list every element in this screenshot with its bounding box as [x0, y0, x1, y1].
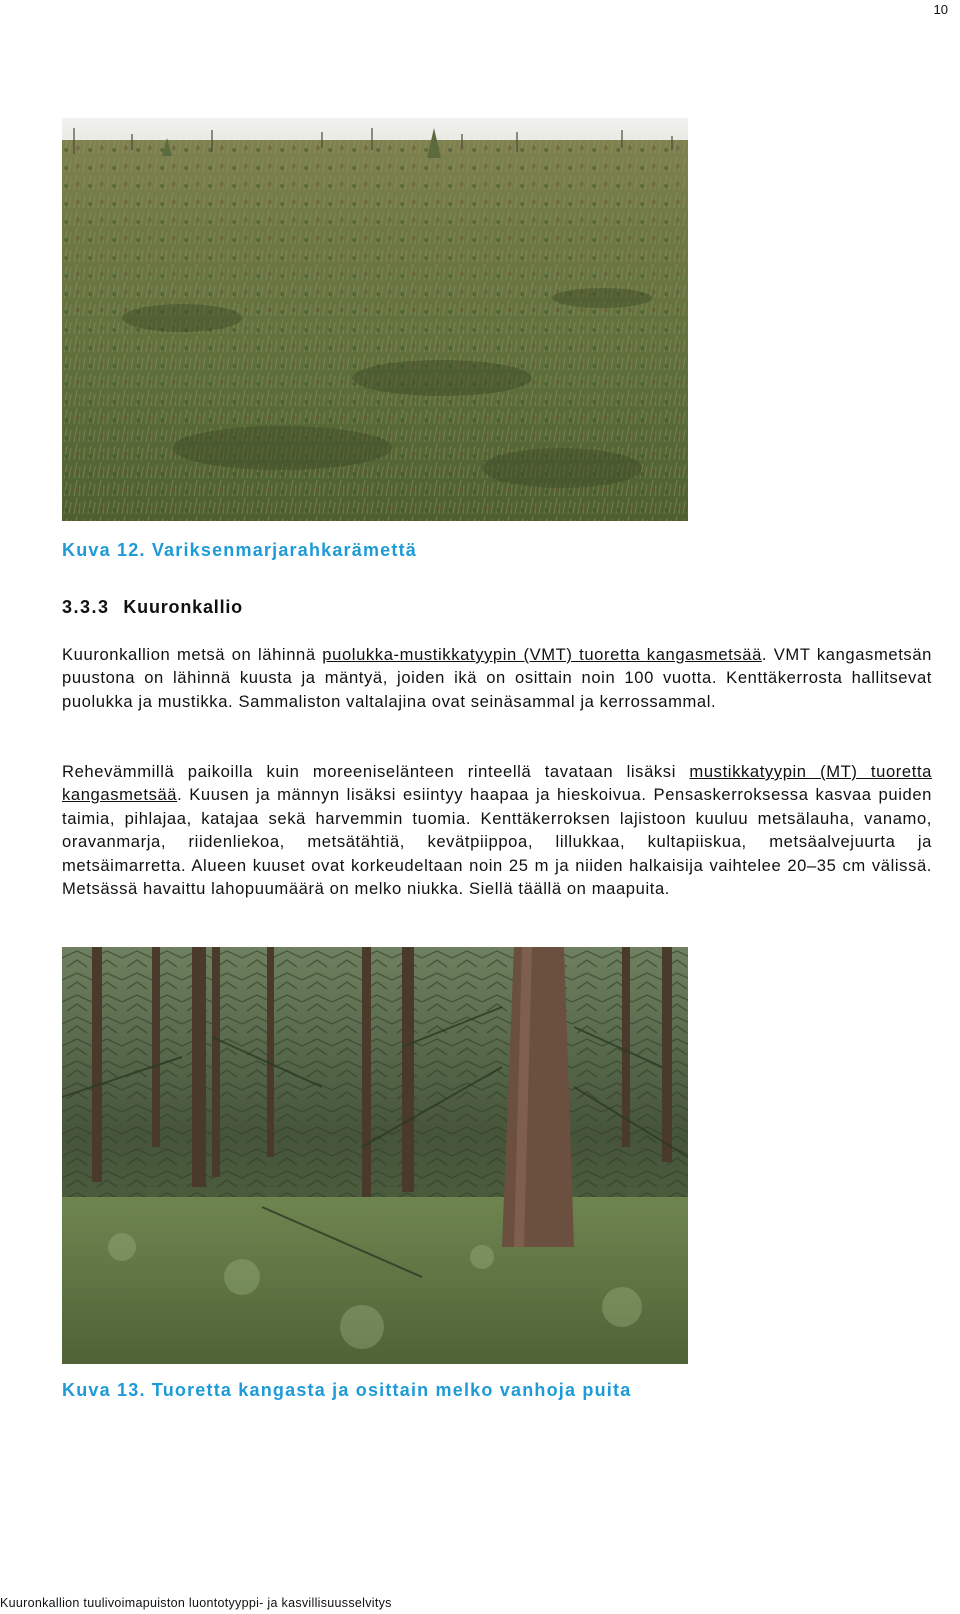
- figure-caption: Kuva 12. Variksenmarjarahkarämettä: [62, 540, 417, 560]
- section-heading: [62, 597, 243, 618]
- habitat-link[interactable]: mustikkatyypin (MT) tuoretta kangasmetsää: [62, 762, 932, 805]
- habitat-link[interactable]: puolukka-mustikkatyypin (VMT) tuoretta kangasmetsää: [322, 645, 762, 664]
- section-title: Kuuronkallio: [123, 597, 243, 617]
- bog-photo: [62, 118, 688, 521]
- section-number: 3.3.3: [62, 597, 110, 617]
- page-number: 10: [933, 2, 948, 17]
- paragraph-text: . Kuusen ja männyn lisäksi esiintyy haapaa ja hieskoivua. Pensaskerroksessa kasvaa puiden taimia, pihlajaa, katajaa sekä harvemmin tuomia. Kenttäkerroksen lajistoon kuuluu metsälauha, vanamo, oravanmarja, riidenliekoa, metsätähtiä, kevätpiippoa, lillukkaa, kultapiiskua, metsäalvejuurta ja metsäimarretta. Alueen kuuset ovat korkeudeltaan noin 25 m ja niiden halkaisija vaihtelee 20–35 cm välissä. Metsässä havaittu lahopuumäärä on melko niukka. Siellä täällä on maapuita.: [62, 785, 932, 899]
- forest-photo: [62, 947, 688, 1364]
- paragraph-text: Kuuronkallion metsä on lähinnä: [62, 645, 323, 664]
- figure-caption: Kuva 13. Tuoretta kangasta ja osittain melko vanhoja puita: [62, 1380, 632, 1400]
- bog-photo-illustration: [62, 118, 688, 521]
- document-footer: Kuuronkallion tuulivoimapuiston luontotyyppi- ja kasvillisuusselvitys: [0, 1596, 392, 1610]
- paragraph-text: Rehevämmillä paikoilla kuin moreeniselänteen rinteellä tavataan lisäksi: [62, 762, 690, 781]
- forest-photo-illustration: [62, 947, 688, 1364]
- paragraph: [62, 760, 932, 900]
- paragraph-text: . VMT kangasmetsän puustona on lähinnä kuusta ja mäntyä, joiden ikä on osittain noin 100 vuotta. Kenttäkerrosta hallitsevat puolukka ja mustikka. Sammaliston valtalajina ovat seinäsammal ja kerrossammal.: [62, 645, 932, 711]
- paragraph: [62, 643, 932, 713]
